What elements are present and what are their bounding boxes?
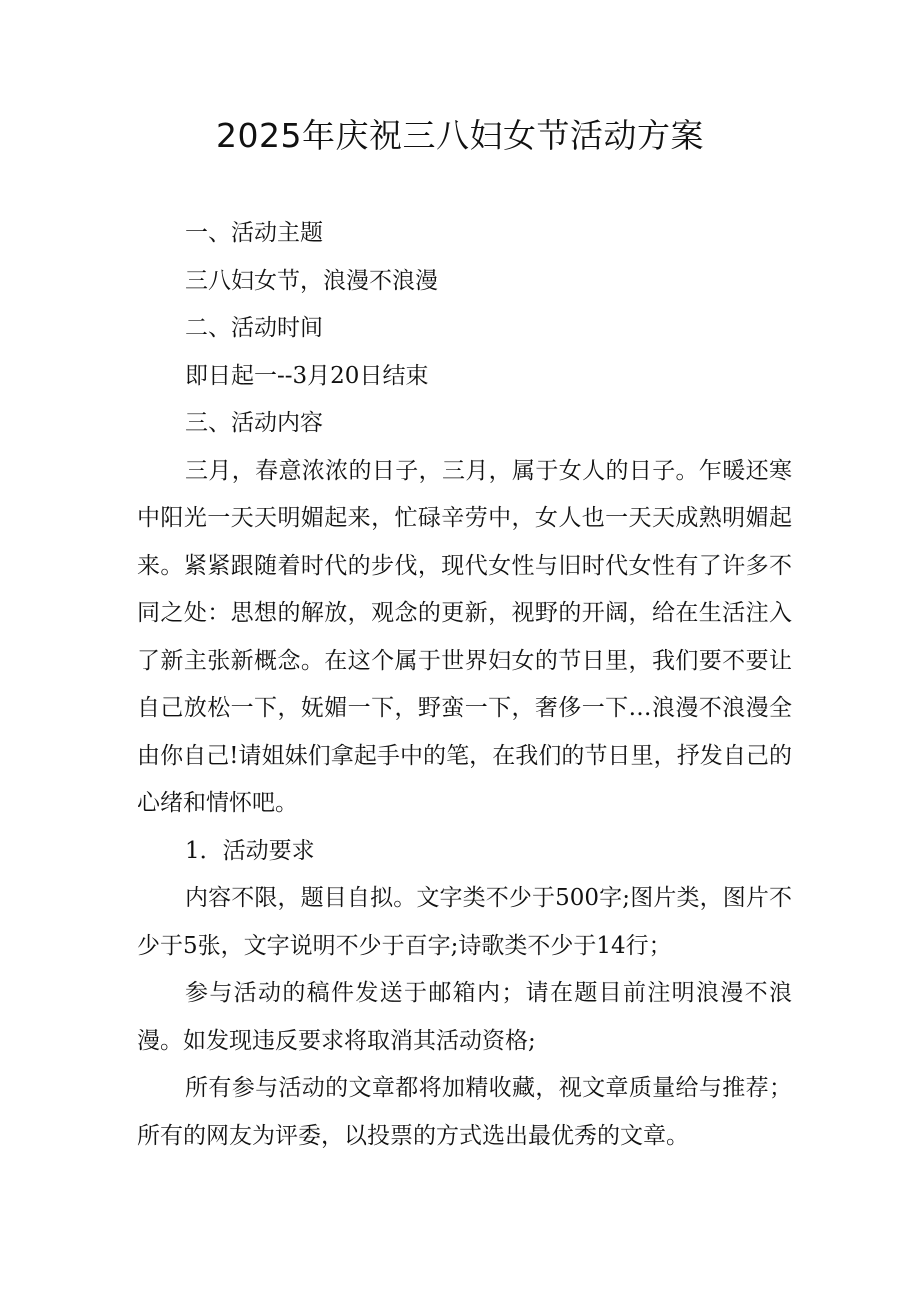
document-body: [137, 210, 792, 1160]
subheading-requirements: 1．活动要求: [185, 837, 315, 864]
review-paragraph: 所有参与活动的文章都将加精收藏，视文章质量给与推荐；所有的网友为评委，以投票的方式选出最优秀的文章。: [137, 1075, 792, 1149]
theme-text: 三八妇女节，浪漫不浪漫: [185, 267, 438, 294]
section-heading-time: 二、活动时间: [185, 315, 323, 341]
requirements-paragraph: 内容不限，题目自拟。文字类不少于500字;图片类，图片不少于5张，文字说明不少于百字;诗歌类不少于14行；: [137, 885, 792, 959]
content-paragraph: 三月，春意浓浓的日子，三月，属于女人的日子。乍暖还寒中阳光一天天明媚起来，忙碌辛劳中，女人也一天天成熟明媚起来。紧紧跟随着时代的步伐，现代女性与旧时代女性有了许多不同之处：思想的解放，观念的更新，视野的开阔，给在生活注入了新主张新概念。在这个属于世界妇女的节日里，我们要不要让自己放松一下，妩媚一下，野蛮一下，奢侈一下…浪漫不浪漫全由你自己!请姐妹们拿起手中的笔，在我们的节日里，抒发自己的心绪和情怀吧。: [137, 457, 792, 816]
submission-paragraph: 参与活动的稿件发送于邮箱内；请在题目前注明浪漫不浪漫。如发现违反要求将取消其活动资格;: [137, 980, 792, 1054]
document-title: 2025年庆祝三八妇女节活动方案: [216, 116, 704, 155]
section-heading-content: 三、活动内容: [185, 410, 323, 436]
section-heading-theme: 一、活动主题: [185, 220, 323, 246]
time-text: 即日起一--3月20日结束: [185, 362, 429, 389]
